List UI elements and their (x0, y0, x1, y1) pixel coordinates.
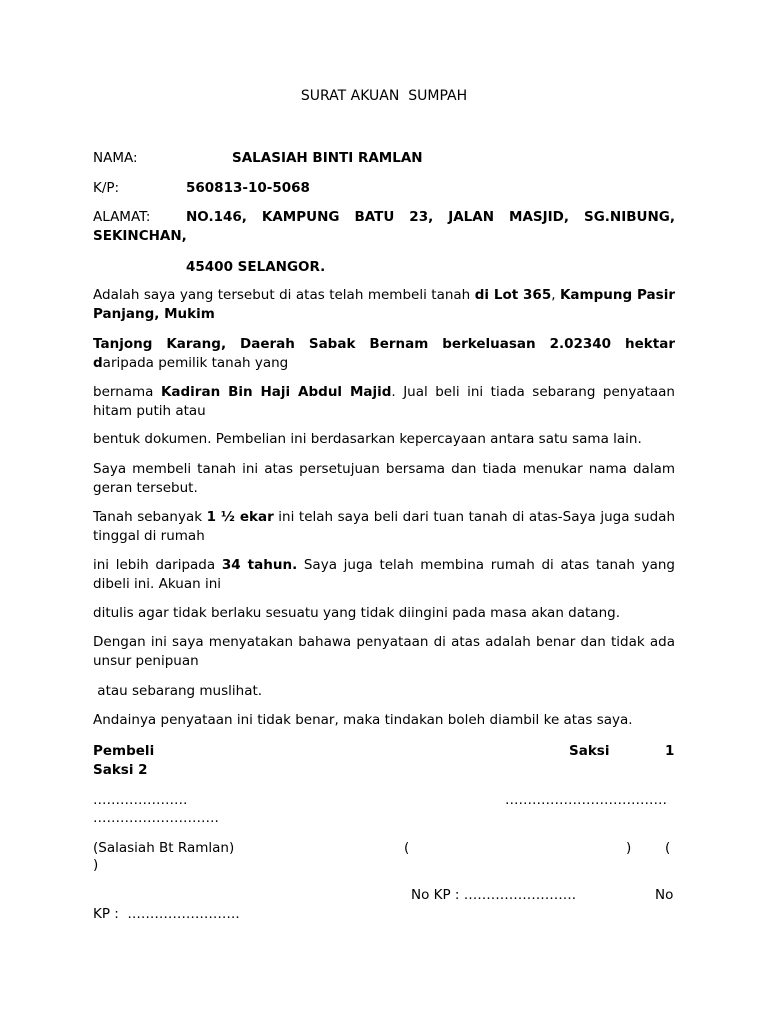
alamat-line2: SEKINCHAN, (93, 228, 187, 244)
nama-label: NAMA: (93, 150, 138, 166)
kp-row (93, 179, 675, 198)
kp-value: 560813-10-5068 (186, 180, 310, 196)
paragraph-1 (93, 286, 675, 324)
nama-row (93, 149, 675, 168)
saksi1-name-open: ( (404, 840, 410, 856)
paragraph-7 (93, 556, 675, 594)
saksi1-signature-line: ……………………………… (505, 792, 667, 808)
alamat-label: ALAMAT: (93, 209, 151, 225)
saksi2-nokp-label: No (655, 887, 674, 903)
paragraph-5: Saya membeli tanah ini atas persetujuan bersama dan tiada menukar nama dalam geran tersebut. (93, 461, 675, 496)
p7-text-c: Saya juga telah membina rumah di atas tanah yang dibeli ini. Akuan ini (93, 557, 675, 592)
saksi2-name-close: ) (93, 857, 99, 873)
alamat-line3: 45400 SELANGOR. (186, 259, 326, 275)
saksi2-name-open: ( (665, 840, 671, 856)
alamat-row (93, 208, 675, 227)
kp-label: K/P: (93, 180, 120, 196)
saksi1-number: 1 (665, 743, 675, 759)
p3-seller-name: Kadiran Bin Haji Abdul Majid (160, 384, 392, 400)
pembeli-signature-line: ………………… (93, 792, 188, 808)
paragraph-4: bentuk dokumen. Pembelian ini berdasarkan kepercayaan antara satu sama lain. (93, 431, 642, 447)
p1-lot: di Lot 365 (474, 287, 552, 303)
p3-text-a: bernama (93, 384, 161, 400)
paragraph-9: Dengan ini saya menyatakan bahawa penyataan di atas adalah benar dan tidak ada unsur penipuan (93, 634, 675, 669)
pembeli-label: Pembeli (93, 743, 155, 759)
p1-kampung: Kampung Pasir Panjang, Mukim (93, 287, 675, 322)
saksi1-nokp: No KP : ……………………. (411, 887, 577, 903)
saksi2-label: Saksi 2 (93, 762, 148, 778)
paragraph-6 (93, 508, 675, 546)
saksi1-label: Saksi (569, 743, 610, 759)
p6-text-a: Tanah sebanyak (93, 509, 207, 525)
paragraph-3 (93, 383, 675, 421)
paragraph-10: atau sebarang muslihat. (93, 683, 263, 699)
paragraph-8: ditulis agar tidak berlaku sesuatu yang tidak diingini pada masa akan datang. (93, 605, 621, 621)
saksi2-nokp: KP : ……………………. (93, 906, 240, 922)
paragraph-11: Andainya penyataan ini tidak benar, maka tindakan boleh diambil ke atas saya. (93, 712, 633, 728)
p7-years: 34 tahun. (221, 557, 298, 573)
p1-text-a: Adalah saya yang tersebut di atas telah membeli tanah (93, 287, 475, 303)
p1-text-c: , (551, 287, 560, 303)
p6-area: 1 ½ ekar (206, 509, 274, 525)
saksi1-name-close: ) (626, 840, 632, 856)
p6-text-c: ini telah saya beli dari tuan tanah di atas-Saya juga sudah tinggal di rumah (93, 509, 675, 544)
alamat-line1: NO.146, KAMPUNG BATU 23, JALAN MASJID, SG.NIBUNG, (186, 209, 675, 225)
document-title: SURAT AKUAN SUMPAH (300, 88, 468, 104)
alamat-postcode-row (93, 258, 675, 277)
saksi2-signature-line: ………………………. (93, 810, 219, 826)
pembeli-name: (Salasiah Bt Ramlan) (93, 840, 235, 856)
p7-text-a: ini lebih daripada (93, 557, 222, 573)
p2-location: Tanjong Karang, Daerah Sabak Bernam berkeluasan 2.02340 hektar d (93, 336, 675, 371)
paragraph-2 (93, 335, 675, 373)
p2-text: aripada pemilik tanah yang (102, 355, 289, 371)
p3-text-c: . Jual beli ini tiada sebarang penyataan hitam putih atau (93, 384, 675, 419)
nama-value: SALASIAH BINTI RAMLAN (232, 150, 423, 166)
